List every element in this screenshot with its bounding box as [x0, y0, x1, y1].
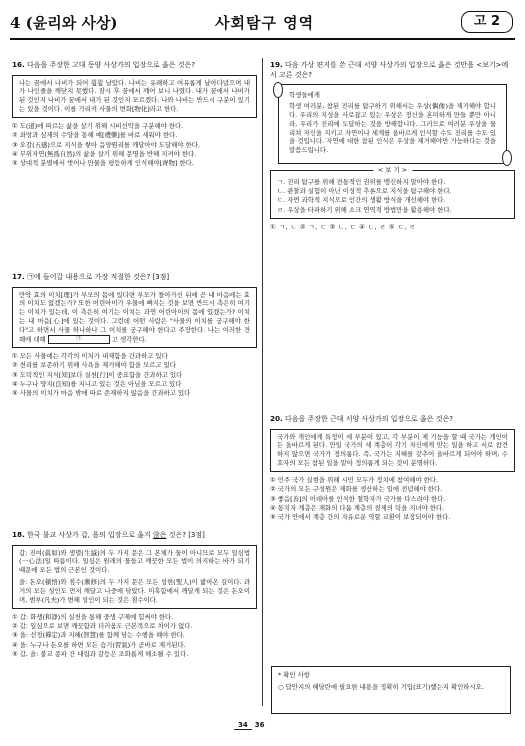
option-5: ⑤ 갑, 을: 불교 종파 간 대립과 갈등은 조화롭게 해소될 수 있다.	[12, 649, 189, 658]
answer-options: ① ㄱ, ㄴ ② ㄱ, ㄷ ③ ㄴ, ㄷ ④ ㄴ, ㄹ ⑤ ㄷ, ㄹ	[270, 222, 416, 231]
section-title: 사회탐구 영역	[215, 14, 315, 32]
option-4: ④ 을: 누구나 돈오를 하면 모든 습기(習氣)가 곧바로 제거된다.	[12, 640, 186, 649]
column-divider	[262, 58, 263, 706]
notice-title: * 확인 사항	[278, 671, 310, 679]
right-column	[270, 60, 515, 522]
question-19	[270, 60, 515, 232]
option-5: ⑤ 사물의 이치가 마음 밖에 따로 존재하지 않음을 간과하고 있다	[12, 389, 191, 398]
notice-box	[271, 666, 511, 714]
choices-box-title: < 보 기 >	[373, 166, 412, 175]
choice-item: ㄹ. 우상을 타파하기 위해 소크 연역적 방법만을 활용해야 한다.	[277, 205, 452, 214]
grade-badge: 고 2	[461, 11, 513, 33]
page-number	[234, 721, 265, 731]
page-current: 34	[234, 721, 252, 730]
option-3: ③ 좋음[善]의 이데아를 인식한 철학자가 국가를 다스려야 한다.	[270, 494, 446, 503]
question-passage: 국가와 개인에게 특정이 세 부분이 있고, 각 부분이 제 기능을 할 때 국가는 개인이든 올바르게 된다. 만일 국가의 세 계층이 각기 자신에게 맞는 일을 하고 서로 참견하지 않으면 국가가 정의롭다. 즉, 국가는 지혜를 갖추어 올바르게 되어야 하며, 수호자의 모든 참된 일을 맡아 정의롭게 되는 것이 분명하다.	[270, 429, 515, 472]
question-stem: ㉠에 들어갈 내용으로 가장 적절한 것은? [3점]	[26, 273, 170, 281]
passage-end: 고 생각한다.	[111, 335, 147, 344]
question-16	[12, 60, 257, 246]
option-4: ④ 통치자 계층은 재화의 다툼 계층의 절제의 덕을 지녀야 한다.	[270, 503, 445, 512]
option-3: ③ 을: 선정(禪定)과 지혜(智慧)를 함께 닦는 수행을 해야 한다.	[12, 631, 185, 640]
header-rule	[10, 38, 515, 40]
option-4: ④ 누구나 양지(良知)를 지니고 있는 것은 아님을 모르고 있다	[12, 380, 182, 389]
question-17	[12, 272, 257, 399]
question-20	[270, 414, 515, 523]
answer-blank: ㉠	[48, 335, 110, 344]
option-2: ② 천리를 보존하기 위해 사욕을 제거해야 함을 모르고 있다	[12, 361, 176, 370]
option-1: ① 갑: 화쟁(和諍)의 실천을 통해 중생 구제에 힘써야 한다.	[12, 612, 174, 621]
question-number: 19.	[270, 60, 283, 69]
choice-item: ㄱ. 진리 탐구를 위해 전통적인 권위를 맹신하지 말아야 한다.	[277, 177, 446, 186]
question-number: 18.	[12, 530, 25, 539]
notice-body: ○ 답안지의 해당란에 필요한 내용을 정확히 기입(표기)했는지 확인하시오.	[278, 682, 484, 691]
question-stem-end: 것은? [3점]	[166, 531, 205, 539]
choice-item: ㄷ. 자연 과학적 지식으로 인간의 생활 방식을 개선해야 한다.	[277, 196, 446, 205]
option-2: ② 국가의 모든 구성원은 재화를 생산하는 일에 전념해야 한다.	[270, 485, 443, 494]
page-header	[10, 10, 515, 40]
question-18	[12, 530, 257, 659]
letter-greeting: 학생들에게	[289, 91, 320, 100]
letter-scroll	[278, 84, 507, 164]
stem-emphasis: 않은	[152, 531, 167, 539]
letter-body: 학생 여러분, 참된 진리를 탐구하기 위해서는 우상(偶像)을 제거해야 합니다. 우리의 지성을 사로잡고 있는 우상은 정신을 혼미하게 만들 뿐만 아니라, 우리가 진리에 도달하는 것을 방해합니다. 그러므로 여러분 우상을 물리쳐 자신을 지키고 자연이나 세계를 올바르게 인식할 수도 진리를 수도 있을 것입니다. 자연에 대한 참된 인식은 우상을 제거해야만 가능하다는 것을 말씀드립니다.	[289, 102, 496, 155]
option-1: ① 민주 국가 실현을 위해 시민 모두가 정치에 참여해야 한다.	[270, 475, 439, 484]
page-total: 36	[254, 721, 265, 729]
choices-box	[270, 166, 515, 219]
question-stem: 다음 가상 편지를 쓴 근대 서양 사상가의 입장으로 옳은 것만을 <보기>에서 고른 것은?	[270, 61, 509, 79]
question-stem: 다음을 주장한 근대 서양 사상가의 입장으로 옳은 것은?	[284, 415, 454, 423]
option-1: ① 모든 사물에는 각각의 이치가 내재함을 간과하고 있다	[12, 352, 168, 361]
option-5: ⑤ 국가 안에서 계층 간의 자유로운 역할 교환이 보장되어야 한다.	[270, 513, 451, 522]
option-1: ① 도(道)에 따르는 삶을 살기 위해 시비선악을 구분해야 한다.	[12, 121, 184, 130]
choice-item: ㄴ. 관찰과 실험이 아닌 이성적 추론으로 지식을 탐구해야 한다.	[277, 186, 452, 195]
option-5: ⑤ 상대적 분별에서 벗어나 만물을 평등하게 인식해야[齊物] 한다.	[12, 159, 194, 168]
question-passage	[12, 545, 257, 609]
question-passage: 나는 꿈에서 나비가 되어 훨훨 날았다. 나비는 유쾌하고 여유롭게 날아다녔으며 내가 나인줄을 깨닫지 못했다. 잠시 후 꿈에서 깨어 보니 나였다. 내가 꿈에서 나비가 된 것인지 나비가 꿈에서 내가 된 것인지 모르겠다. 나와 나비는 반드시 구분이 있기는 있을 것이다. 이를 가리켜 사물의 변화[物化]라고 한다.	[12, 75, 257, 118]
option-3: ③ 오감(五感)으로 지식을 쌓아 음양원리를 깨달아야 도달해야 한다.	[12, 140, 200, 149]
passage-text: 만약 효의 이치[理]가 부모의 몸에 있다면 부모가 돌아가신 뒤에 곧 내 마음에는 효의 이치도 없겠는가? 또한 어린아이가 우물에 빠지는 것을 보면 반드시 측은히 여기는 이치가 있는데, 이 측은히 여기는 이치는 과연 어린아이의 몸에 있겠는가? 이치는 내 마음[心]에 있는 것이다. 그런데 어떤 사람은 "사물의 이치를 궁구해야 한다"고 하면서 사물 하나하나 그 이치를 궁구해야 한다고 주장한다. 나는 이러한 견해에 대해	[19, 290, 250, 344]
question-stem: 한국 불교 사상가 갑, 을의 입장으로 옳지	[26, 531, 153, 539]
question-number: 20.	[270, 414, 283, 423]
subject-title: 4 (윤리와 사상)	[10, 14, 118, 32]
passage-thinker-a: 갑: 진여(眞如)와 생멸(生滅)의 두 가지 문은 그 본체가 둘이 아니므로 모두 일심법(一心法)일 따름이다. 일심은 원래의 물들고 깨끗한 모든 법이 의지하는 바가 되기 때문에 모든 법의 근본인 것이다.	[19, 548, 250, 575]
option-3: ③ 도덕적인 지식[知]보다 실천[行]이 중요함을 간과하고 있다	[12, 370, 183, 379]
left-column	[12, 60, 257, 658]
question-stem: 다음을 주장한 고대 동양 사상가의 입장으로 옳은 것은?	[26, 61, 196, 69]
option-2: ② 좌망과 심재의 수양을 통해 예[禮樂]를 바로 세워야 한다.	[12, 131, 178, 140]
option-2: ② 갑: 일심으로 보면 깨끗함과 더러움도 근본적으로 차이가 없다.	[12, 621, 193, 630]
question-number: 17.	[12, 272, 25, 281]
passage-thinker-b: 을: 돈오(頓悟)와 점수(漸修)의 두 가지 문은 모든 성현(聖人)이 밟아온 길이다. 과거의 모든 성인도 먼저 깨달고 나중에 닦았다. 미혹함에서 깨달게 되는 것은 돈오이며, 범부(凡夫)가 변해 성인이 되는 것은 점수이다.	[19, 578, 250, 604]
question-passage	[12, 287, 257, 348]
option-4: ④ 무위자연(無爲自然)의 삶을 살기 위해 문명을 반해 지켜야 한다.	[12, 149, 197, 158]
question-number: 16.	[12, 60, 25, 69]
